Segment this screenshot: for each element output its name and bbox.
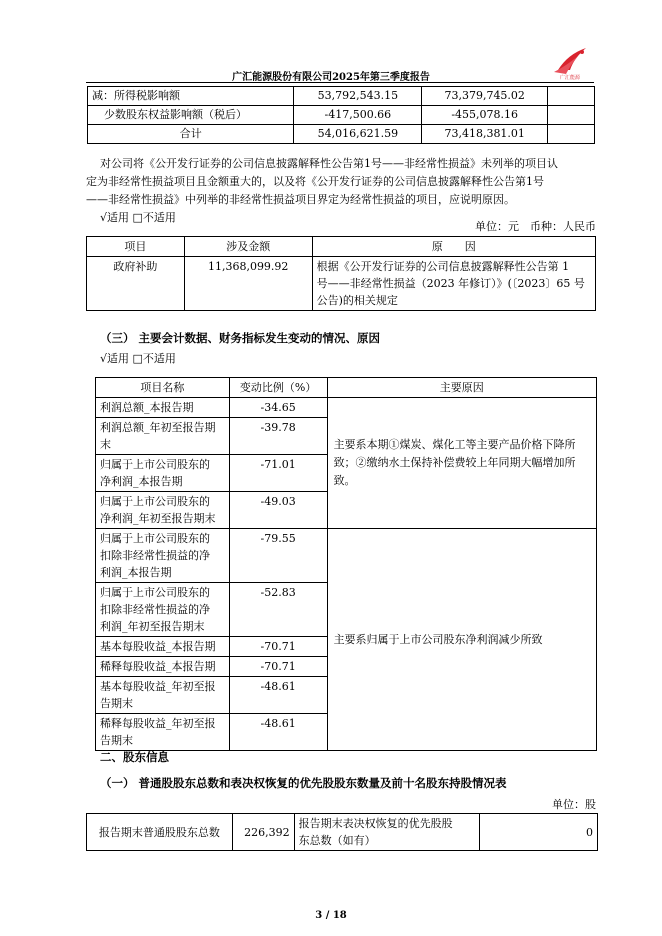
item-name: 利润总额_本报告期 (96, 398, 230, 418)
item-name (96, 583, 230, 637)
section-3-title: （三） 主要会计数据、财务指标发生变动的情况、原因 (100, 331, 381, 345)
unit-label: 单位：元 币种：人民币 (475, 220, 596, 233)
item-line: 归属于上市公司股东的 (100, 458, 210, 471)
table-header-row (96, 378, 597, 398)
reason-cell (327, 398, 596, 529)
item-name (96, 677, 230, 714)
reason-line: 主要系本期①煤炭、煤化工等主要产品价格下降所 (333, 438, 576, 451)
item-line: 扣除非经常性损益的净 (100, 603, 210, 616)
reason-cell: 主要系归属于上市公司股东净利润减少所致 (327, 529, 596, 751)
item-line: 归属于上市公司股东的 (100, 532, 210, 545)
shareholder-count-table (86, 813, 598, 851)
change-value: -49.03 (229, 492, 327, 529)
amount-cell: 11,368,099.92 (184, 257, 312, 311)
item-name (96, 455, 230, 492)
item-line: 扣除非经常性损益的净 (100, 549, 210, 562)
value-current: -417,500.66 (294, 106, 422, 125)
report-header-title: 广汇能源股份有限公司2025年第三季度报告 (232, 72, 430, 83)
label-cell (294, 814, 480, 851)
row-label: 合计 (88, 125, 294, 144)
table-row (88, 87, 595, 106)
value-cell: 0 (480, 814, 598, 851)
page-number: 3 / 18 (315, 910, 347, 921)
reason-cell (312, 257, 595, 311)
paragraph-line: ——非经常性损益》中列举的非经常性损益项目界定为经常性损益的项目，应说明原因。 (86, 193, 515, 206)
item-line: 利润_年初至报告期末 (100, 620, 205, 633)
row-label: 少数股东权益影响额（税后） (88, 106, 294, 125)
item-line: 利润_本报告期 (100, 566, 172, 579)
change-value: -70.71 (229, 657, 327, 677)
row-label: 减：所得税影响额 (88, 87, 294, 106)
item-line: 告期末 (100, 697, 133, 710)
item-name (96, 529, 230, 583)
item-line: 利润总额_年初至报告期 (100, 421, 216, 434)
reason-line: 公告)的相关规定 (316, 294, 398, 307)
item-line: 基本每股收益_年初至报 (100, 680, 216, 693)
item-line: 归属于上市公司股东的 (100, 495, 210, 508)
column-header: 主要原因 (327, 378, 596, 398)
value-ytd: 73,379,745.02 (422, 87, 548, 106)
reason-table (86, 236, 596, 311)
company-logo (548, 44, 592, 80)
item-cell: 政府补助 (87, 257, 185, 311)
unit-label: 单位：股 (552, 798, 596, 811)
change-value: -52.83 (229, 583, 327, 637)
table-row (87, 257, 596, 311)
header-divider (86, 82, 594, 83)
column-header: 原 因 (312, 237, 595, 257)
value-ytd: 73,418,381.01 (422, 125, 548, 144)
column-header: 涉及金额 (184, 237, 312, 257)
change-value: -39.78 (229, 418, 327, 455)
change-value: -71.01 (229, 455, 327, 492)
item-line: 告期末 (100, 734, 133, 747)
applicable-checkbox-text: √适用 □不适用 (100, 352, 176, 365)
item-name (96, 418, 230, 455)
paragraph-line: 定为非经常性损益项目且金额重大的，以及将《公开发行证券的公司信息披露解释性公告第1号 (86, 175, 544, 188)
change-value: -48.61 (229, 677, 327, 714)
item-name (96, 714, 230, 751)
applicable-checkbox-text: √适用 □不适用 (100, 211, 176, 224)
item-name: 稀释每股收益_本报告期 (96, 657, 230, 677)
paragraph-line: 对公司将《公开发行证券的公司信息披露解释性公告第1号——非经常性损益》未列举的项目认 (100, 157, 558, 170)
shareholders-subtitle: （一） 普通股股东总数和表决权恢复的优先股股东数量及前十名股东持股情况表 (100, 776, 507, 790)
column-header: 变动比例（%） (229, 378, 327, 398)
item-line: 末 (100, 438, 111, 451)
column-header: 项目 (87, 237, 185, 257)
item-name: 基本每股收益_本报告期 (96, 637, 230, 657)
change-value: -48.61 (229, 714, 327, 751)
table-row (87, 814, 598, 851)
label-line: 报告期末表决权恢复的优先股股 (298, 817, 453, 830)
table-row (96, 529, 597, 583)
item-line: 稀释每股收益_年初至报 (100, 717, 216, 730)
item-line: 净利润_本报告期 (100, 475, 183, 488)
label-line: 东总数（如有） (298, 834, 376, 847)
table-row (88, 125, 595, 144)
label-cell: 报告期末普通股股东总数 (87, 814, 233, 851)
table-row (88, 106, 595, 125)
explanation-paragraph (86, 155, 596, 227)
change-value: -79.55 (229, 529, 327, 583)
item-line: 归属于上市公司股东的 (100, 586, 210, 599)
change-value: -70.71 (229, 637, 327, 657)
item-name (96, 492, 230, 529)
reason-line: 根据《公开发行证券的公司信息披露解释性公告第 1 (316, 260, 570, 273)
change-value: -34.65 (229, 398, 327, 418)
value-current: 54,016,621.59 (294, 125, 422, 144)
value-ytd: -455,078.16 (422, 106, 548, 125)
reason-line: 致。 (333, 474, 356, 487)
reason-line: 致；②缴纳水土保持补偿费较上年同期大幅增加所 (333, 456, 576, 469)
change-table (95, 377, 597, 751)
logo-text: 广汇能源 (559, 75, 581, 80)
table-row (96, 398, 597, 418)
table-header-row (87, 237, 596, 257)
item-line: 净利润_年初至报告期末 (100, 512, 216, 525)
non-recurring-summary-table (87, 86, 595, 144)
section-shareholders-title: 二、股东信息 (100, 750, 169, 764)
column-header: 项目名称 (96, 378, 230, 398)
value-current: 53,792,543.15 (294, 87, 422, 106)
value-cell: 226,392 (232, 814, 294, 851)
reason-line: 号——非经常性损益（2023 年修订）》(〔2023〕65 号 (316, 277, 585, 290)
